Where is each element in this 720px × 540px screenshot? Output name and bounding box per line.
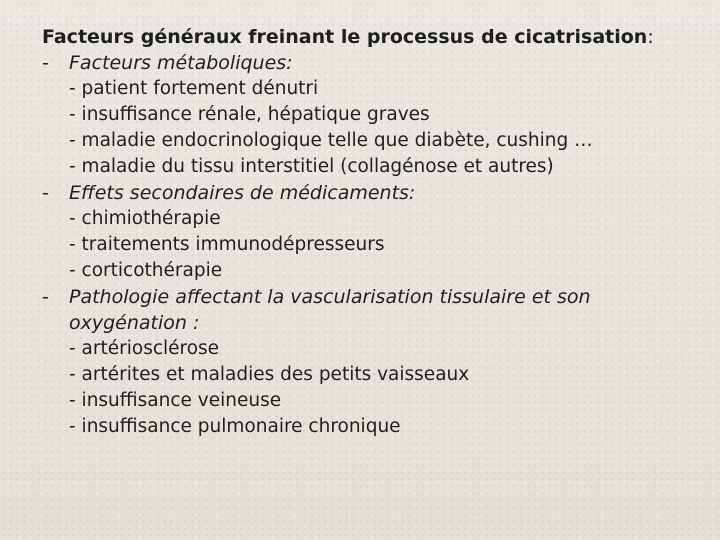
section-items (69, 76, 702, 180)
bullet-dash: - (42, 182, 49, 204)
list-item: - maladie endocrinologique telle que diabète, cushing … (69, 130, 593, 151)
list-item: - insuffisance rénale, hépatique graves (69, 104, 430, 125)
section-title (42, 180, 702, 206)
list-item: - maladie du tissu interstitiel (collagénose et autres) (69, 156, 554, 177)
list-item: - traitements immunodépresseurs (69, 234, 385, 255)
list-item: - corticothérapie (69, 260, 223, 281)
list-item: - artérites et maladies des petits vaisseaux (69, 364, 470, 385)
list-item: - chimiothérapie (69, 208, 221, 229)
slide-content (42, 24, 702, 440)
list-item: - artériosclérose (69, 338, 220, 359)
section-title (42, 284, 629, 336)
heading-colon: : (647, 26, 654, 48)
list-item: - patient fortement dénutri (69, 78, 319, 99)
section-title-text: Facteurs métaboliques: (69, 52, 293, 74)
heading-title: Facteurs généraux freinant le processus de cicatrisation (42, 26, 648, 48)
section-vascular-pathology (42, 284, 702, 440)
bullet-dash: - (42, 52, 49, 74)
section-title (42, 50, 702, 76)
list-item: - insuffisance veineuse (69, 390, 282, 411)
slide-heading (42, 24, 702, 50)
section-metabolic-factors (42, 50, 702, 180)
section-drug-side-effects (42, 180, 702, 284)
section-title-text: Effets secondaires de médicaments: (69, 182, 416, 204)
section-title-text: Pathologie affectant la vascularisation tissulaire et son oxygénation : (69, 286, 591, 334)
bullet-dash: - (42, 286, 49, 308)
list-item: - insuffisance pulmonaire chronique (69, 416, 401, 437)
section-items (69, 206, 702, 284)
section-items (69, 336, 702, 440)
